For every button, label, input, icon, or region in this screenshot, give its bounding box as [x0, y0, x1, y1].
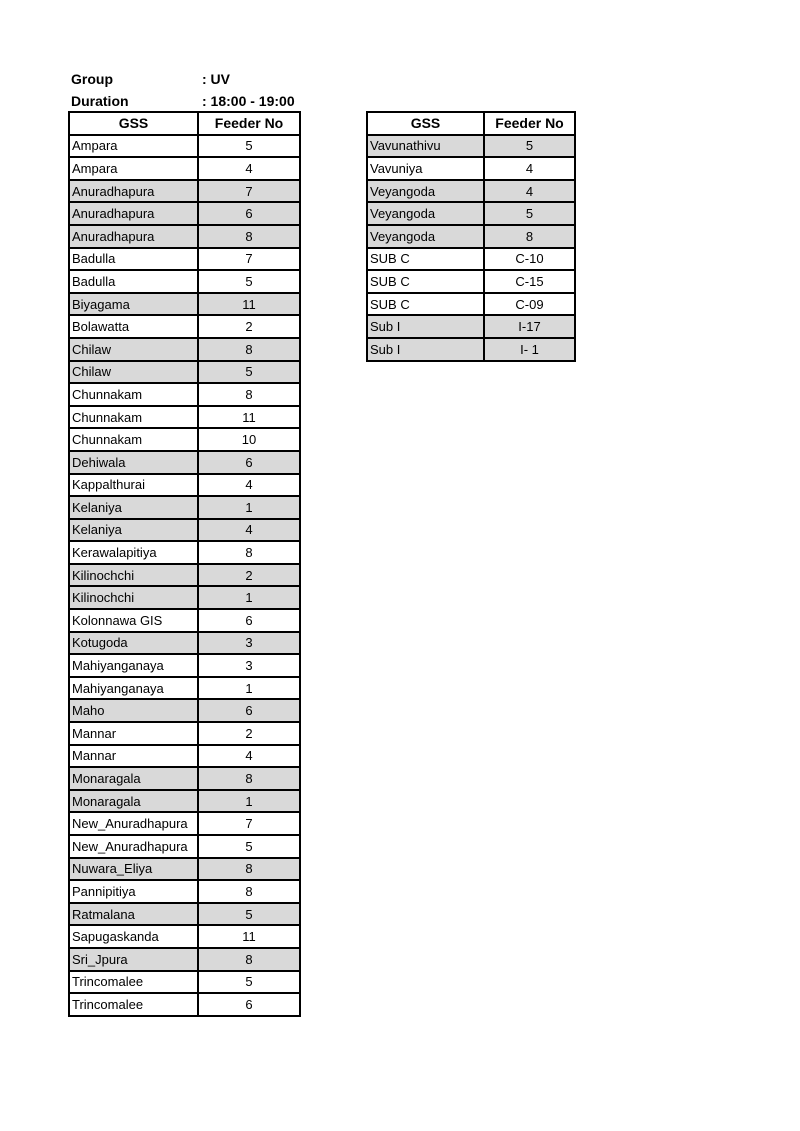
table-row [69, 293, 300, 316]
feeder-cell: 11 [198, 406, 300, 429]
gss-cell: SUB C [367, 248, 484, 271]
feeder-cell: 1 [198, 677, 300, 700]
gss-cell: Kilinochchi [69, 586, 198, 609]
feeder-cell: 6 [198, 993, 300, 1016]
feeder-cell: 4 [198, 474, 300, 497]
table-row [367, 270, 575, 293]
table-row [69, 270, 300, 293]
gss-cell: SUB C [367, 293, 484, 316]
table-row [69, 971, 300, 994]
table-row [69, 338, 300, 361]
table-row [69, 835, 300, 858]
gss-cell: Anuradhapura [69, 202, 198, 225]
feeder-cell: 2 [198, 722, 300, 745]
gss-cell: Chilaw [69, 338, 198, 361]
gss-cell: Mannar [69, 745, 198, 768]
feeder-cell: 4 [484, 157, 575, 180]
table-row [69, 564, 300, 587]
feeder-cell: C-15 [484, 270, 575, 293]
table-row [69, 948, 300, 971]
gss-cell: Pannipitiya [69, 880, 198, 903]
gss-cell: Mannar [69, 722, 198, 745]
feeder-cell: 3 [198, 632, 300, 655]
gss-column-header: GSS [69, 112, 198, 135]
gss-cell: Kilinochchi [69, 564, 198, 587]
feeder-cell: 8 [198, 858, 300, 881]
feeder-column-header: Feeder No [484, 112, 575, 135]
table-row [69, 496, 300, 519]
feeder-table-right [366, 111, 576, 362]
feeder-cell: 2 [198, 315, 300, 338]
feeder-cell: 2 [198, 564, 300, 587]
feeder-table-left [68, 111, 301, 1017]
table-row [69, 745, 300, 768]
feeder-cell: 6 [198, 202, 300, 225]
feeder-column-header: Feeder No [198, 112, 300, 135]
table-row [69, 135, 300, 158]
gss-cell: Biyagama [69, 293, 198, 316]
gss-cell: Chunnakam [69, 383, 198, 406]
feeder-cell: 4 [484, 180, 575, 203]
feeder-cell: 7 [198, 812, 300, 835]
feeder-cell: I- 1 [484, 338, 575, 361]
gss-cell: Mahiyanganaya [69, 677, 198, 700]
feeder-cell: 7 [198, 248, 300, 271]
feeder-cell: 1 [198, 790, 300, 813]
feeder-cell: 11 [198, 925, 300, 948]
table-row [367, 135, 575, 158]
gss-cell: Vavuniya [367, 157, 484, 180]
table-row [69, 880, 300, 903]
table-row [69, 225, 300, 248]
gss-cell: Veyangoda [367, 225, 484, 248]
gss-cell: Badulla [69, 248, 198, 271]
feeder-cell: 1 [198, 586, 300, 609]
table-row [69, 677, 300, 700]
table-row [69, 699, 300, 722]
header-row [69, 112, 300, 135]
feeder-cell: C-10 [484, 248, 575, 271]
gss-cell: Badulla [69, 270, 198, 293]
feeder-cell: 5 [198, 361, 300, 384]
gss-cell: Monaragala [69, 767, 198, 790]
duration-line [71, 91, 295, 111]
feeder-cell: 7 [198, 180, 300, 203]
feeder-cell: 4 [198, 157, 300, 180]
gss-cell: Chunnakam [69, 428, 198, 451]
duration-value: : 18:00 - 19:00 [202, 93, 295, 109]
gss-cell: Kappalthurai [69, 474, 198, 497]
table-row [69, 406, 300, 429]
feeder-cell: 5 [198, 903, 300, 926]
feeder-cell: 10 [198, 428, 300, 451]
gss-column-header: GSS [367, 112, 484, 135]
table-row [69, 993, 300, 1016]
gss-cell: Maho [69, 699, 198, 722]
gss-cell: Chilaw [69, 361, 198, 384]
gss-cell: Anuradhapura [69, 180, 198, 203]
feeder-cell: 5 [484, 202, 575, 225]
feeder-cell: 3 [198, 654, 300, 677]
table-row [69, 157, 300, 180]
table-row [367, 225, 575, 248]
table-row [69, 858, 300, 881]
feeder-cell: 6 [198, 609, 300, 632]
table-row [69, 903, 300, 926]
gss-cell: Trincomalee [69, 971, 198, 994]
table-row [69, 361, 300, 384]
table-row [69, 315, 300, 338]
feeder-cell: 8 [198, 880, 300, 903]
feeder-cell: 5 [198, 135, 300, 158]
table-row [69, 609, 300, 632]
duration-label: Duration [71, 93, 129, 109]
gss-cell: Sub I [367, 338, 484, 361]
gss-cell: Ampara [69, 157, 198, 180]
gss-cell: Kolonnawa GIS [69, 609, 198, 632]
gss-cell: Sub I [367, 315, 484, 338]
table-row [367, 315, 575, 338]
table-row [367, 338, 575, 361]
table-row [69, 541, 300, 564]
gss-cell: Ampara [69, 135, 198, 158]
feeder-cell: 4 [198, 519, 300, 542]
feeder-cell: 5 [198, 971, 300, 994]
feeder-cell: 11 [198, 293, 300, 316]
feeder-cell: 8 [198, 767, 300, 790]
gss-cell: Dehiwala [69, 451, 198, 474]
group-label: Group [71, 71, 113, 87]
table-row [69, 632, 300, 655]
table-row [69, 202, 300, 225]
table-row [69, 790, 300, 813]
table-row [69, 451, 300, 474]
gss-cell: New_Anuradhapura [69, 835, 198, 858]
header-row [367, 112, 575, 135]
feeder-cell: 6 [198, 699, 300, 722]
table-row [367, 157, 575, 180]
gss-cell: Monaragala [69, 790, 198, 813]
gss-cell: Nuwara_Eliya [69, 858, 198, 881]
table-row [69, 383, 300, 406]
feeder-cell: 5 [484, 135, 575, 158]
table-row [69, 812, 300, 835]
gss-cell: Trincomalee [69, 993, 198, 1016]
table-row [69, 654, 300, 677]
gss-cell: Anuradhapura [69, 225, 198, 248]
group-line [71, 69, 230, 89]
feeder-cell: 8 [198, 225, 300, 248]
feeder-cell: 1 [198, 496, 300, 519]
table-row [69, 474, 300, 497]
feeder-cell: 8 [198, 948, 300, 971]
table-row [69, 180, 300, 203]
table-row [69, 428, 300, 451]
gss-cell: Bolawatta [69, 315, 198, 338]
gss-cell: Kelaniya [69, 519, 198, 542]
gss-cell: Kotugoda [69, 632, 198, 655]
table-row [69, 722, 300, 745]
table-row [367, 248, 575, 271]
gss-cell: New_Anuradhapura [69, 812, 198, 835]
feeder-cell: 8 [198, 338, 300, 361]
feeder-cell: 5 [198, 270, 300, 293]
feeder-cell: 8 [198, 541, 300, 564]
gss-cell: Veyangoda [367, 180, 484, 203]
feeder-cell: 8 [198, 383, 300, 406]
table-row [69, 519, 300, 542]
table-row [367, 202, 575, 225]
gss-cell: Kelaniya [69, 496, 198, 519]
gss-cell: Veyangoda [367, 202, 484, 225]
feeder-cell: 4 [198, 745, 300, 768]
table-row [69, 248, 300, 271]
table-row [69, 767, 300, 790]
feeder-cell: 5 [198, 835, 300, 858]
gss-cell: Mahiyanganaya [69, 654, 198, 677]
group-value: : UV [202, 71, 230, 87]
gss-cell: Ratmalana [69, 903, 198, 926]
gss-cell: Chunnakam [69, 406, 198, 429]
feeder-cell: C-09 [484, 293, 575, 316]
feeder-cell: I-17 [484, 315, 575, 338]
gss-cell: SUB C [367, 270, 484, 293]
table-row [69, 586, 300, 609]
table-row [367, 180, 575, 203]
feeder-cell: 8 [484, 225, 575, 248]
gss-cell: Sapugaskanda [69, 925, 198, 948]
gss-cell: Vavunathivu [367, 135, 484, 158]
gss-cell: Sri_Jpura [69, 948, 198, 971]
table-row [367, 293, 575, 316]
gss-cell: Kerawalapitiya [69, 541, 198, 564]
feeder-cell: 6 [198, 451, 300, 474]
table-row [69, 925, 300, 948]
